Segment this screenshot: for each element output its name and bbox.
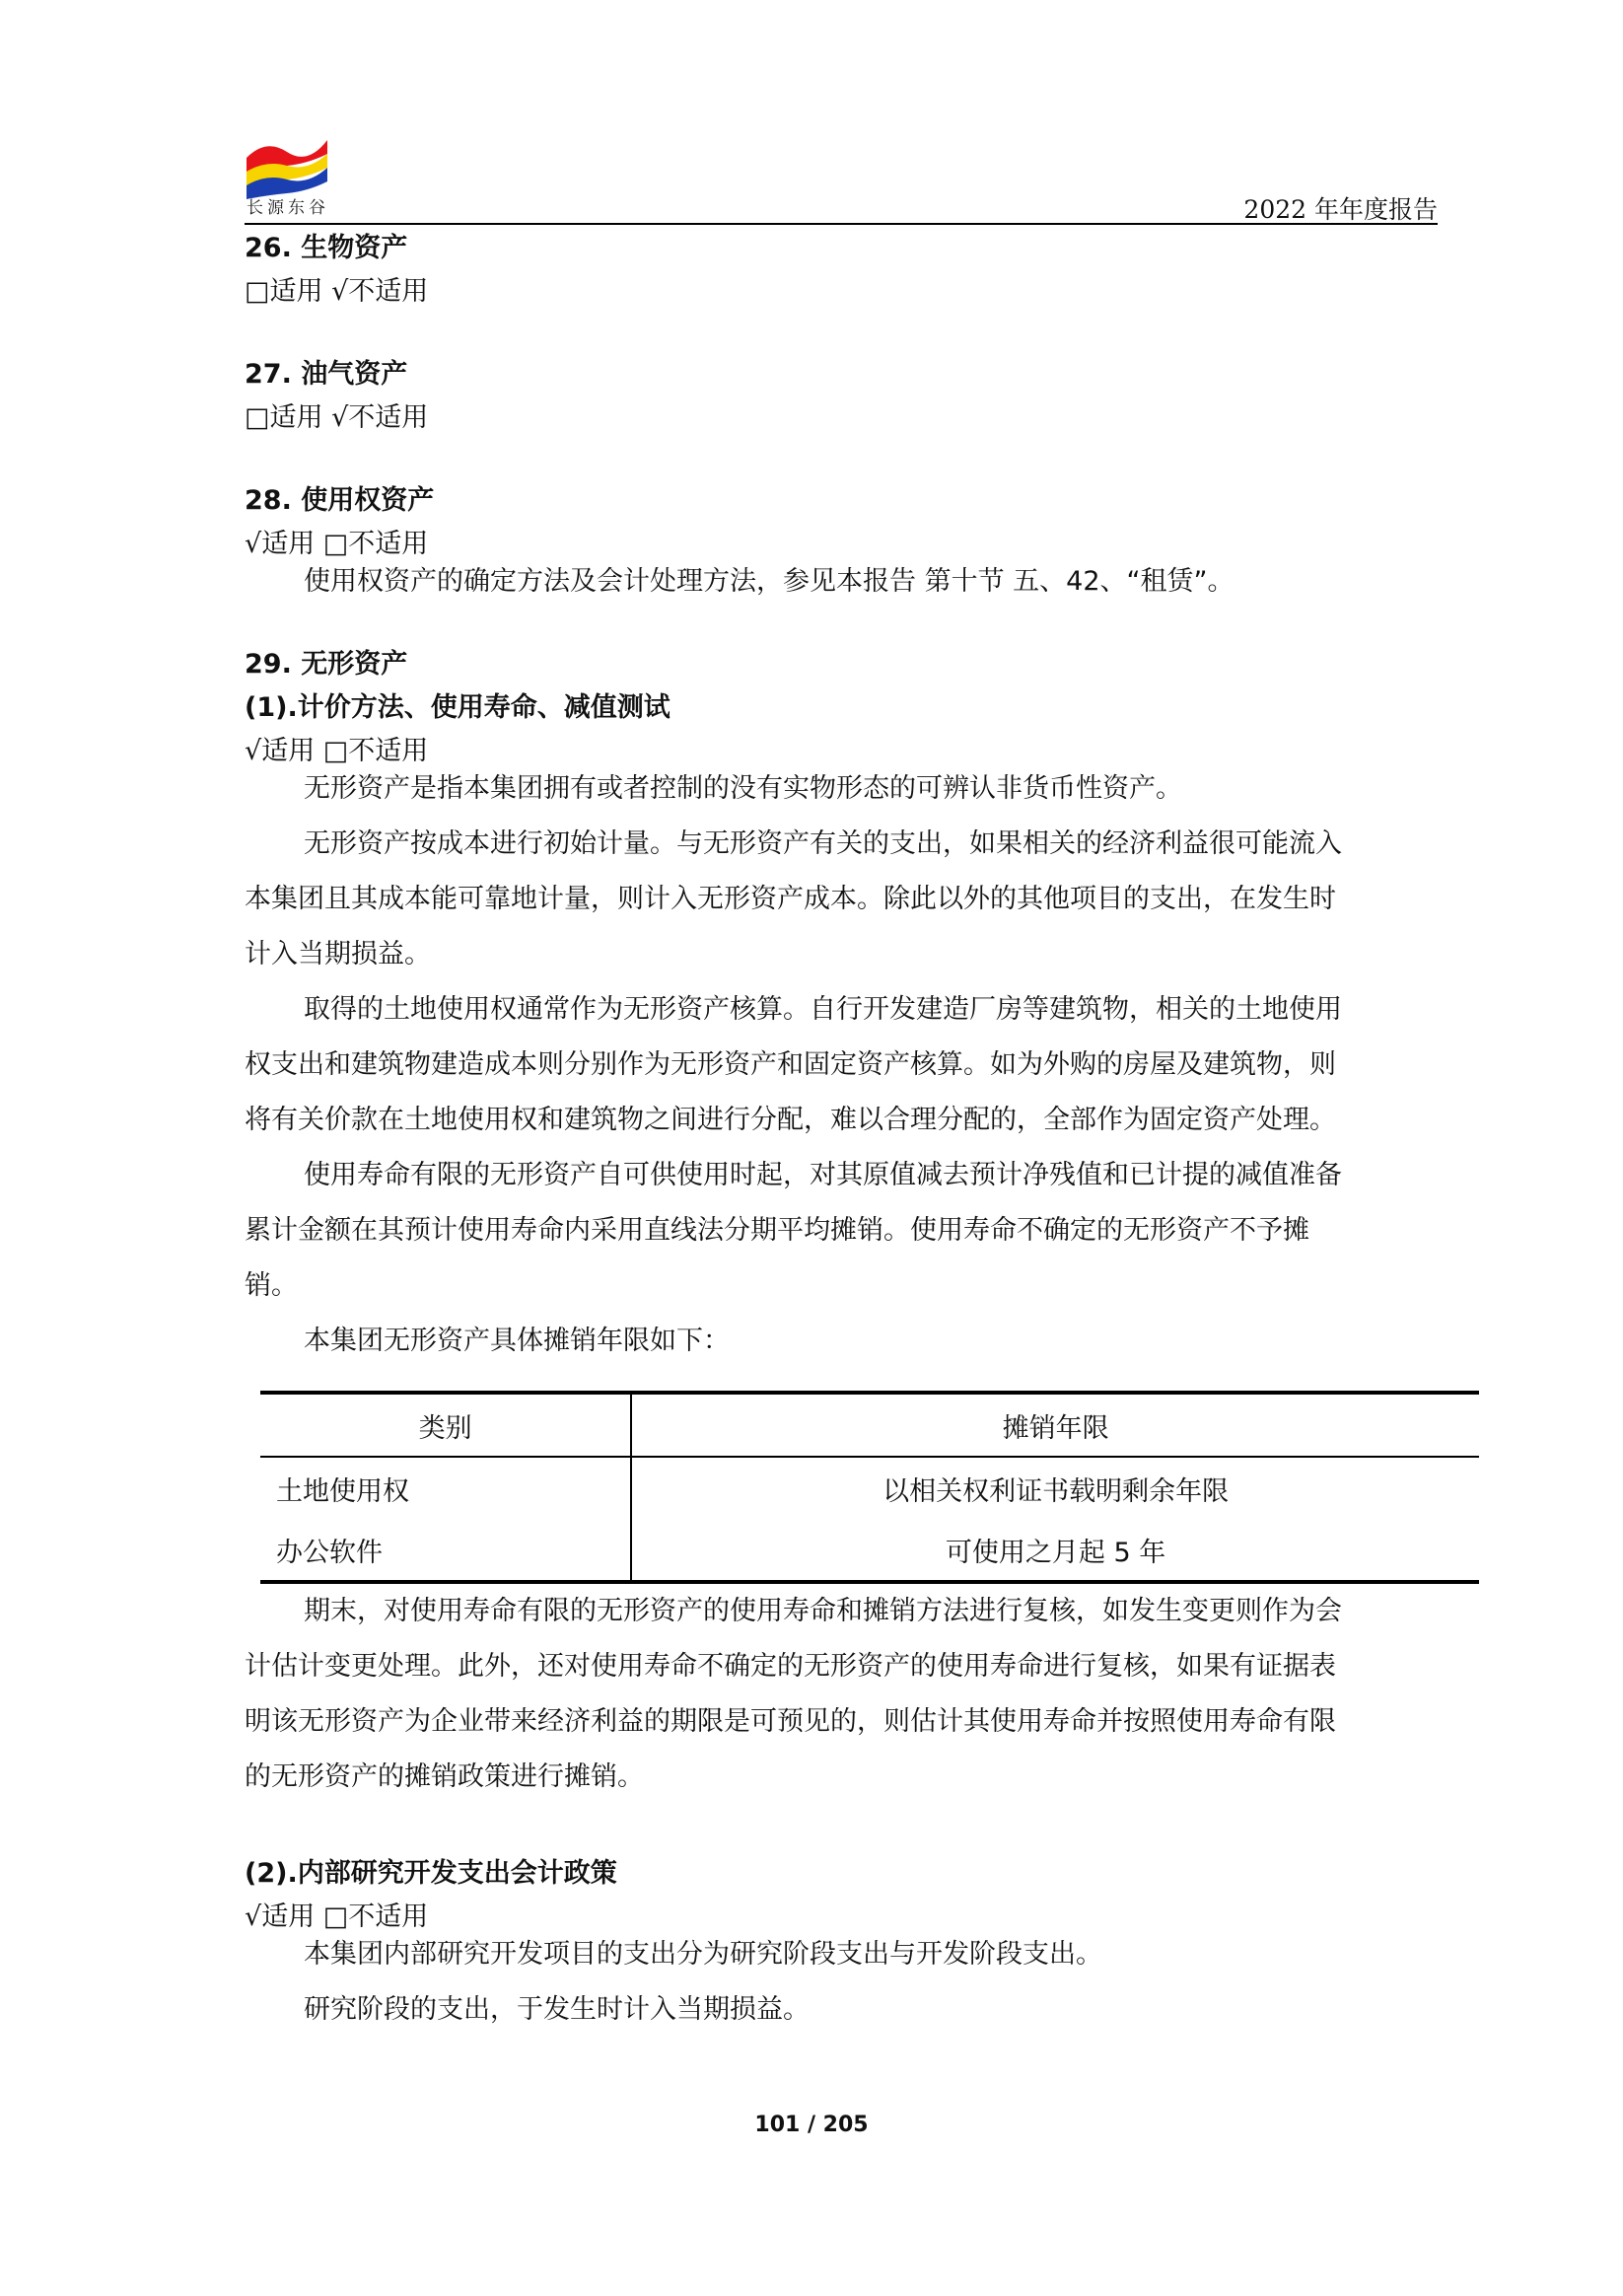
- section-27-applicability: □适用 √不适用: [245, 402, 429, 433]
- paragraph-4-line-2: 累计金额在其预计使用寿命内采用直线法分期平均摊销。使用寿命不确定的无形资产不予摊: [245, 1215, 1309, 1246]
- paragraph-3-line-1: 取得的土地使用权通常作为无形资产核算。自行开发建造厂房等建筑物，相关的土地使用: [304, 994, 1342, 1025]
- paragraph-3-line-2: 权支出和建筑物建造成本则分别作为无形资产和固定资产核算。如为外购的房屋及建筑物，则: [245, 1049, 1336, 1080]
- section-28-title: 28. 使用权资产: [245, 485, 435, 516]
- paragraph-3-line-3: 将有关价款在土地使用权和建筑物之间进行分配，难以合理分配的，全部作为固定资产处理。: [245, 1105, 1336, 1135]
- section-29-sub2-applicability: √适用 □不适用: [245, 1901, 429, 1932]
- paragraph-2-line-1: 无形资产按成本进行初始计量。与无形资产有关的支出，如果相关的经济利益很可能流入: [304, 828, 1342, 859]
- logo-text: 长源东谷: [247, 198, 329, 218]
- section-26-applicability: □适用 √不适用: [245, 276, 429, 307]
- paragraph-1: 无形资产是指本集团拥有或者控制的没有实物形态的可辨认非货币性资产。: [304, 773, 1182, 804]
- paragraph-4-line-1: 使用寿命有限的无形资产自可供使用时起，对其原值减去预计净残值和已计提的减值准备: [304, 1160, 1342, 1190]
- amortization-table: [260, 1391, 1479, 1584]
- paragraph-6-line-3: 明该无形资产为企业带来经济利益的期限是可预见的，则估计其使用寿命并按照使用寿命有限: [245, 1706, 1336, 1737]
- section-29-sub2-title: (2).内部研究开发支出会计政策: [245, 1858, 617, 1889]
- section-28-text: 使用权资产的确定方法及会计处理方法，参见本报告 第十节 五、42、“租赁”。: [304, 566, 1235, 597]
- paragraph-6-line-1: 期末，对使用寿命有限的无形资产的使用寿命和摊销方法进行复核，如发生变更则作为会: [304, 1596, 1342, 1626]
- paragraph-2-line-2: 本集团且其成本能可靠地计量，则计入无形资产成本。除此以外的其他项目的支出，在发生时: [245, 884, 1336, 914]
- page-number: 101 / 205: [754, 2113, 869, 2137]
- table-header-row: [260, 1393, 1479, 1457]
- section-26-title: 26. 生物资产: [245, 233, 408, 263]
- section-28-applicability: √适用 □不适用: [245, 529, 429, 559]
- table-cell-category: 办公软件: [260, 1519, 631, 1582]
- table-header-period: 摊销年限: [631, 1393, 1479, 1457]
- paragraph-2-line-3: 计入当期损益。: [245, 939, 431, 969]
- header-divider: [245, 223, 1438, 225]
- section-29-sub1-applicability: √适用 □不适用: [245, 736, 429, 766]
- section-29-sub1-title: (1).计价方法、使用寿命、减值测试: [245, 692, 670, 723]
- table-row: [260, 1519, 1479, 1582]
- table-row: [260, 1457, 1479, 1519]
- paragraph-7: 本集团内部研究开发项目的支出分为研究阶段支出与开发阶段支出。: [304, 1939, 1102, 1970]
- paragraph-4-line-3: 销。: [245, 1270, 298, 1301]
- table-cell-category: 土地使用权: [260, 1457, 631, 1519]
- paragraph-6-line-2: 计估计变更处理。此外，还对使用寿命不确定的无形资产的使用寿命进行复核，如果有证据表: [245, 1651, 1336, 1682]
- table-cell-period: 以相关权利证书载明剩余年限: [882, 1475, 1230, 1507]
- paragraph-6-line-4: 的无形资产的摊销政策进行摊销。: [245, 1761, 644, 1792]
- table-header-category: 类别: [260, 1393, 631, 1457]
- paragraph-8: 研究阶段的支出，于发生时计入当期损益。: [304, 1994, 810, 2025]
- paragraph-5: 本集团无形资产具体摊销年限如下：: [304, 1326, 730, 1356]
- report-title: 2022 年年度报告: [1243, 195, 1438, 224]
- table-cell-period: 可使用之月起 5 年: [631, 1519, 1479, 1582]
- section-27-title: 27. 油气资产: [245, 359, 408, 390]
- section-29-title: 29. 无形资产: [245, 649, 408, 680]
